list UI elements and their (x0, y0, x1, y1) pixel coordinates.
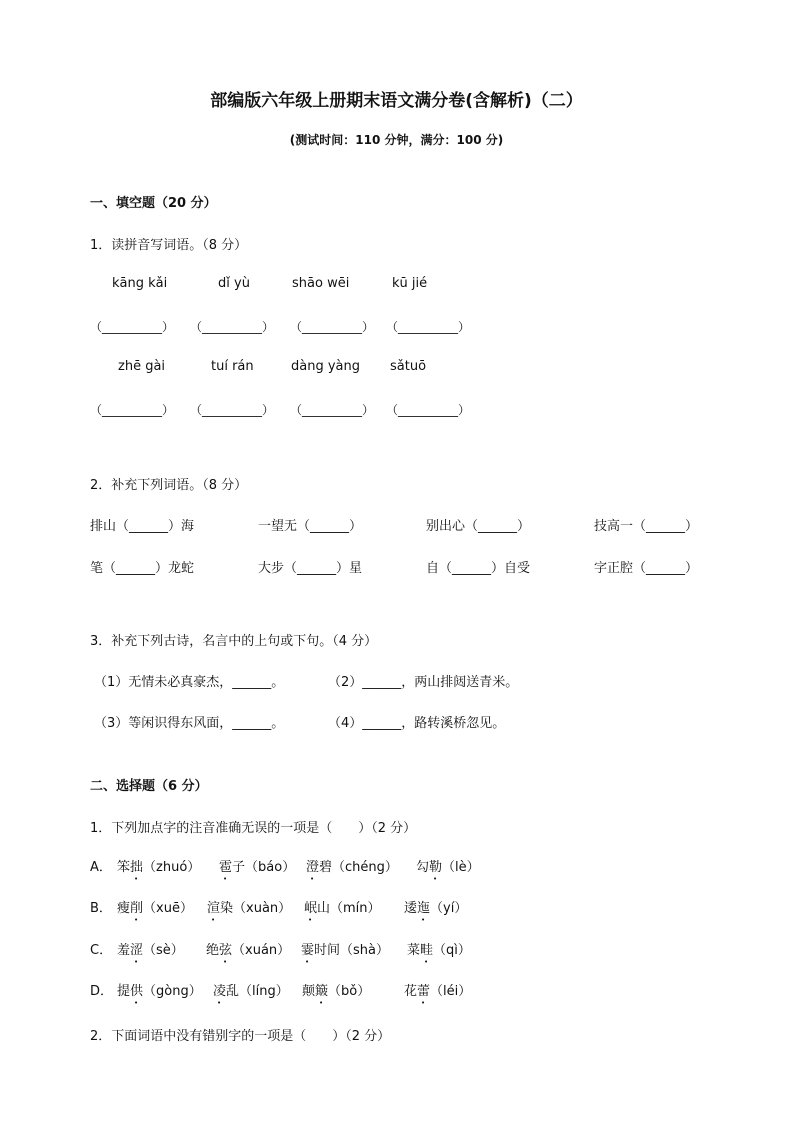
option-item: 笨拙（zhuó） (117, 860, 201, 875)
idiom-item: 一望无（______） (258, 519, 363, 534)
option-item: 花蕾（léi） (404, 984, 472, 999)
pinyin-item: kū jié (392, 276, 428, 291)
option-item: 羞涩（sè） (117, 943, 184, 958)
page-title: 部编版六年级上册期末语文满分卷(含解析)（二） (210, 91, 583, 111)
option-item: 逶迤（yí） (404, 901, 468, 916)
question-label: 1．下列加点字的注音准确无误的一项是（ ）（2 分） (90, 821, 417, 836)
idiom-item: 排山（______）海 (90, 519, 195, 534)
option-item: 瘦削（xuē） (117, 901, 193, 916)
option-item: 凌乱（líng） (213, 984, 289, 999)
pinyin-item: kāng kǎi (112, 276, 168, 291)
answer-blank[interactable]: （__________） (386, 403, 471, 417)
question-label: 2．补充下列词语。（8 分） (90, 478, 248, 493)
idiom-item: 字正腔（______） (594, 561, 699, 576)
pinyin-item: tuí rán (211, 359, 254, 374)
option-item: 澄碧（chéng） (306, 860, 398, 875)
idiom-item: 技高一（______） (594, 519, 699, 534)
question-label: 1．读拼音写词语。（8 分） (90, 238, 248, 253)
pinyin-item: sǎtuō (390, 359, 427, 374)
option-item: 渲染（xuàn） (207, 901, 292, 916)
poem-line: （4）______，路转溪桥忽见。 (328, 716, 506, 731)
pinyin-item: dǐ yù (218, 276, 250, 291)
option-letter-a: A． (90, 860, 112, 875)
pinyin-item: dàng yàng (291, 359, 360, 374)
option-item: 颠簸（bǒ） (302, 984, 371, 999)
answer-blank[interactable]: （__________） (90, 320, 175, 334)
option-letter-b: B． (90, 901, 112, 916)
option-item: 提供（gòng） (117, 984, 202, 999)
option-item: 勾勒（lè） (416, 860, 480, 875)
option-item: 霎时间（shà） (301, 943, 389, 958)
page-subtitle: (测试时间：110 分钟，满分：100 分) (289, 133, 504, 147)
question-label: 3．补充下列古诗，名言中的上句或下句。（4 分） (90, 634, 378, 649)
answer-blank[interactable]: （__________） (90, 403, 175, 417)
idiom-item: 别出心（______） (426, 519, 531, 534)
option-item: 绝弦（xuán） (206, 943, 291, 958)
answer-blank[interactable]: （__________） (290, 403, 375, 417)
option-letter-d: D． (90, 984, 114, 999)
answer-blank[interactable]: （__________） (190, 403, 275, 417)
answer-blank[interactable]: （__________） (386, 320, 471, 334)
question-label: 2．下面词语中没有错别字的一项是（ ）（2 分） (90, 1029, 391, 1044)
idiom-item: 笔（______）龙蛇 (90, 561, 195, 576)
answer-blank[interactable]: （__________） (290, 320, 375, 334)
idiom-item: 大步（______）星 (258, 561, 363, 576)
pinyin-item: shāo wēi (292, 276, 350, 291)
idiom-item: 自（______）自受 (426, 561, 531, 576)
pinyin-item: zhē gài (118, 359, 166, 374)
poem-line: （3）等闲识得东风面，______。 (94, 716, 285, 731)
answer-blank[interactable]: （__________） (190, 320, 275, 334)
option-item: 菜畦（qì） (407, 943, 471, 958)
option-letter-c: C． (90, 943, 113, 958)
poem-line: （2）______，两山排闼送青米。 (328, 675, 519, 690)
section-heading-fill-in: 一、填空题（20 分） (90, 196, 217, 211)
section-heading-choice: 二、选择题（6 分） (90, 779, 208, 794)
option-item: 岷山（mín） (304, 901, 381, 916)
poem-line: （1）无情未必真豪杰，______。 (94, 675, 285, 690)
option-item: 雹子（báo） (219, 860, 296, 875)
